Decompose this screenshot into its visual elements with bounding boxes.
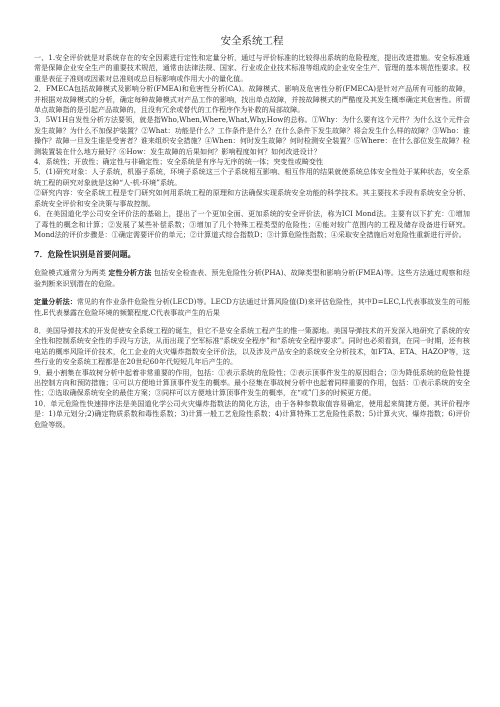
paragraph-9-rest: 常见的有作业条件危险性分析(LECD)等。LECD方法通过计算风险值(D)来评估危险性，其中D=LEC,L代表事故发生的可能性,E代表暴露在危险环境的频繁程度,C代表事故产生的后果 bbox=[34, 297, 470, 317]
paragraph-10: 8．美国导弹技术的开发促使安全系统工程的诞生，但它不是安全系统工程产生的惟一策源地。美国导弹技术的开发深入地研究了系统的安全性和控制系统安全性的手段与方法，从而出现了空军标准“系统安全程序”和“系统安全程序要求”。同时也必须看到，在同一时期，还有核电站的概率风险评价技术，化工企业的火灾爆炸指数安全评价法，以及涉及产品安全的系统安全分析技术，如FTA、ETA、HAZOP等，这些行业的安全系统工程都是在20世纪60年代短短几年后产生的。 bbox=[34, 325, 470, 367]
paragraph-8-lead: 危险模式通常分为两类 bbox=[34, 268, 106, 278]
paragraph-1: 一、1.安全评价就是对系统存在的安全因素进行定性和定量分析，通过与评价标准的比较得出系统的危险程度，提出改进措施。安全标准通常是保障企业安全生产的重要技术规范，通常由法律法规、国家、行业或企业技术标准等组成的企业安全生产、管理的基本规范性要求。权重是表征子准则或因素对总准则或总目标影响或作用大小的量化值。 bbox=[34, 53, 470, 83]
paragraph-12: 10．单元危险性快速排序法是美国道化学公司火灾爆炸指数法的简化方法，由于各种参数取值容易确定，使用起来简捷方便。其评价程序是：1)单元划分;2)确定物质系数和毒性系数；3)计算一般工艺危险性系数；4)计算特殊工艺危险性系数；5)计算火灾、爆炸指数；6)评价危险等级。 bbox=[34, 398, 470, 429]
section-heading-7: 7．危险性识别是首要问题。 bbox=[34, 249, 136, 260]
paragraph-3: 3．5W1H自发性分析方法要领，就是指Who,When,Where,What,Why,How的总称。①Why：为什么要有这个元件？为什么这个元件会发生故障？为什么不加保护装置？②What：功能是什么？工作条件是什么？在什么条件下发生故障？将会发生什么样的故障？③Who：谁操作？故障一旦发生谁是受害者？谁来组织安全措施？④When：何时发生故障？何时检测安全装置？⑤Where：在什么部位发生故障？检测装置装在什么地方最好？⑥How：发生故障的后果如何？影响程度如何？如何改进设计？ bbox=[34, 115, 470, 156]
paragraph-6: ②研究内容：安全系统工程是专门研究如何用系统工程的原理和方法确保实现系统安全功能的科学技术。其主要技术手段有系统安全分析、系统安全评价和安全决策与事故控制。 bbox=[34, 188, 470, 208]
paragraph-9 bbox=[34, 297, 470, 318]
paragraph-9-bold: 定量分析法： bbox=[34, 297, 77, 307]
paragraph-2: 2．FMECA包括故障模式及影响分析(FMEA)和危害性分析(CA)。故障模式、影响及危害性分析(FMECA)是针对产品所有可能的故障，并根据对故障模式的分析，确定每种故障模式对产品工作的影响，找出单点故障，并按故障模式的严酷度及其发生概率确定其危害性。所谓单点故障指的是引起产品故障的，且没有冗余或替代的工作程序作为补救的局部故障。 bbox=[34, 84, 470, 115]
paragraph-7: 6．在美国道化学公司安全评价法的基础上，提出了一个更加全面、更加系统的安全评价法，称为ICI Mond法。主要有以下扩充：①增加了毒性的概念和计算；②发展了某些补偿系数；③增加了几个特殊工程类型的危险性；④能对较广范围内的工程及储存设备进行研究。Mond法的评价步骤是：①确定需要评价的单元；②计算道式综合指数D；③计算危险性指数；④采取安全措施后对危险性重新进行评价。 bbox=[34, 209, 470, 239]
document-title: 安全系统工程 bbox=[220, 35, 284, 47]
paragraph-8 bbox=[34, 268, 470, 289]
paragraph-5: 5．(1)研究对象：人子系统，机器子系统，环境子系统这三个子系统相互影响、相互作用的结果就使系统总体安全性处于某种状态，安全系统工程的研究对象就是这种“人-机-环境”系统。 bbox=[34, 167, 470, 187]
paragraph-8-rest: 包括安全检查表、预先危险性分析(PHA)、故障类型和影响分析(FMEA)等。这些方法通过观察和经验判断来识别潜在的危险。 bbox=[34, 268, 470, 288]
paragraph-8-bold: 定性分析方法 bbox=[108, 268, 152, 278]
document-page bbox=[34, 34, 470, 430]
paragraph-4: 4．系统性；开放性；确定性与非确定性；安全系统是有序与无序的统一体；突变性或畸变性 bbox=[34, 157, 324, 167]
paragraph-11: 9．最小割集在事故树分析中起着非常重要的作用，包括：①表示系统的危险性；②表示顶事件发生的原因组合；③为降低系统的危险性提出控制方向和预防措施；④可以方便地计算顶事件发生的概率。最小径集在事故树分析中也起着同样重要的作用，包括：①表示系统的安全性；②选取确保系统安全的最佳方案；③同样可以方便地计算顶事件发生的概率，在“或”门多的时候更方便。 bbox=[34, 367, 470, 398]
